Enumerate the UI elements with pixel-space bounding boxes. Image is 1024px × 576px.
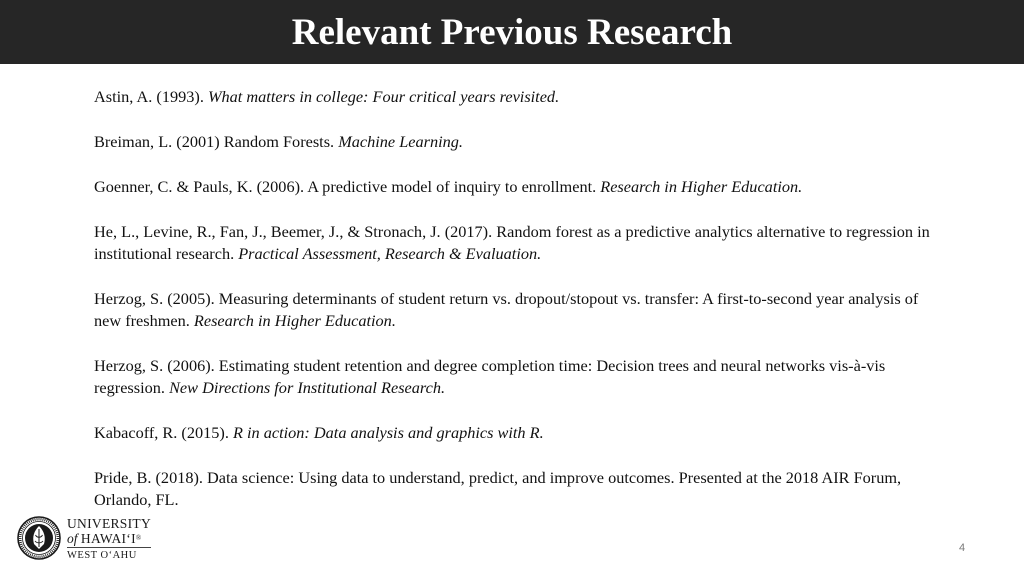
reference-item: [94, 176, 934, 198]
reference-source: Research in Higher Education.: [600, 177, 803, 196]
slide-title: Relevant Previous Research: [291, 12, 733, 53]
reference-item: [94, 422, 934, 444]
reference-text: Kabacoff, R. (2015).: [94, 423, 233, 442]
reference-text: Herzog, S. (2006). Estimating student retention and degree completion time: Decision trees and neural networks vis-à-vis regression.: [94, 356, 886, 397]
reference-item: [94, 86, 934, 108]
wordmark-registered: ®: [135, 534, 142, 542]
reference-text: Astin, A. (1993).: [94, 87, 208, 106]
reference-list: [94, 86, 934, 534]
university-seal-icon: [17, 516, 61, 560]
reference-item: [94, 221, 934, 265]
reference-text: Herzog, S. (2005). Measuring determinants of student return vs. dropout/stopout vs. transfer: A first-to-second year analysis of new freshmen.: [94, 289, 919, 330]
reference-item: [94, 467, 934, 511]
reference-source: Machine Learning.: [338, 132, 463, 151]
wordmark-prefix: of: [67, 531, 81, 546]
reference-source: R in action: Data analysis and graphics with R.: [232, 423, 544, 442]
university-logo: [17, 516, 151, 562]
university-wordmark: [67, 517, 151, 562]
wordmark-hawaii: HAWAI‘I: [80, 531, 136, 546]
title-bar: [0, 0, 1024, 64]
reference-item: [94, 288, 934, 332]
reference-text: Breiman, L. (2001) Random Forests.: [94, 132, 339, 151]
reference-source: Practical Assessment, Research & Evaluation.: [238, 244, 542, 263]
wordmark-line-3: WEST O‘AHU: [67, 547, 151, 562]
reference-item: [94, 355, 934, 399]
page-number: 4: [958, 542, 966, 554]
reference-text: He, L., Levine, R., Fan, J., Beemer, J., & Stronach, J. (2017). Random forest as a predictive analytics alternative to regression in institutional research.: [94, 222, 930, 263]
reference-text: Pride, B. (2018). Data science: Using data to understand, predict, and improve outcomes. Presented at the 2018 AIR Forum, Orlando, FL.: [94, 468, 902, 509]
reference-text: Goenner, C. & Pauls, K. (2006). A predictive model of inquiry to enrollment.: [94, 177, 601, 196]
reference-source: What matters in college: Four critical years revisited.: [207, 87, 560, 106]
reference-item: [94, 131, 934, 153]
wordmark-line-2: [67, 531, 151, 546]
reference-source: Research in Higher Education.: [193, 311, 396, 330]
reference-source: New Directions for Institutional Research.: [169, 378, 446, 397]
wordmark-line-1: UNIVERSITY: [67, 516, 151, 531]
